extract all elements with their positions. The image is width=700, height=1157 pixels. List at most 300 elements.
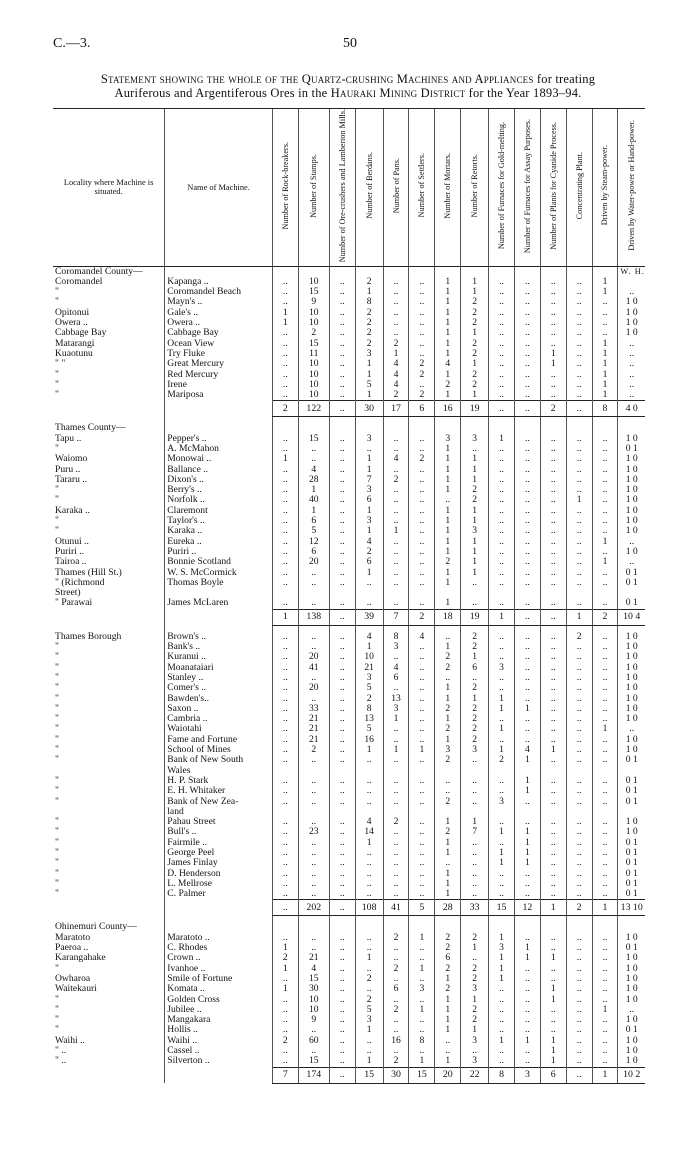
table-row — [53, 786, 645, 796]
value-cell: .. — [540, 1015, 566, 1025]
value-cell: .. — [329, 537, 355, 547]
value-cell: .. — [383, 724, 409, 734]
value-cell: .. — [592, 495, 618, 505]
value-cell: .. — [272, 724, 298, 734]
value-cell: .. — [540, 1025, 566, 1035]
value-cell: .. — [435, 1046, 461, 1056]
value-cell: .. — [329, 869, 355, 879]
value-cell — [435, 423, 461, 433]
value-cell: .. — [409, 704, 435, 714]
value-cell: .. — [272, 933, 298, 943]
machine-name-cell: Silverton .. — [165, 1056, 273, 1067]
value-cell: .. — [566, 287, 592, 297]
value-cell: 1 — [435, 465, 461, 475]
value-cell: 8 — [383, 632, 409, 642]
value-cell: 1 — [435, 683, 461, 693]
value-cell: .. — [592, 444, 618, 454]
locality-cell: " (Richmond — [55, 577, 105, 588]
value-cell: 1 — [383, 349, 409, 359]
value-cell: 28 — [298, 475, 329, 485]
value-cell: 4 — [383, 454, 409, 464]
total-cell: 2 — [592, 609, 618, 625]
value-cell: 0 1 — [618, 838, 645, 848]
table-row — [53, 683, 645, 693]
value-cell: .. — [461, 797, 489, 807]
value-cell: 9 — [298, 1015, 329, 1025]
value-cell — [592, 423, 618, 433]
value-cell: 15 — [298, 434, 329, 444]
locality-cell: " — [55, 379, 59, 390]
value-cell: .. — [566, 598, 592, 609]
value-cell: .. — [566, 943, 592, 953]
value-cell: 1 — [355, 745, 383, 755]
value-cell: 21 — [298, 714, 329, 724]
value-cell: .. — [298, 848, 329, 858]
value-cell — [329, 423, 355, 433]
total-cell: 17 — [383, 401, 409, 417]
value-cell: 0 1 — [618, 786, 645, 796]
value-cell: .. — [435, 632, 461, 642]
value-cell: 3 — [383, 704, 409, 714]
col-berdans: Number of Berdans. — [355, 109, 383, 267]
locality-cell: " Parawai — [55, 598, 93, 609]
value-cell: .. — [540, 390, 566, 401]
value-cell: .. — [461, 848, 489, 858]
value-cell: 1 — [514, 786, 540, 796]
value-cell — [540, 588, 566, 598]
value-cell: .. — [272, 506, 298, 516]
value-cell: 2 — [409, 359, 435, 369]
value-cell: .. — [592, 683, 618, 693]
value-cell: 1 — [272, 318, 298, 328]
table-row — [53, 454, 645, 464]
value-cell: 2 — [461, 495, 489, 505]
value-cell: .. — [383, 995, 409, 1005]
table-row — [53, 380, 645, 390]
locality-cell: " — [55, 390, 59, 401]
machine-name-cell: Puriri .. — [165, 547, 273, 557]
value-cell: 0 1 — [618, 1025, 645, 1035]
value-cell: .. — [298, 755, 329, 765]
value-cell: .. — [540, 704, 566, 714]
value-cell: .. — [540, 858, 566, 868]
value-cell: .. — [592, 547, 618, 557]
locality-cell: " — [55, 796, 59, 807]
value-cell: .. — [618, 359, 645, 369]
table-row — [53, 848, 645, 858]
value-cell: 0 1 — [618, 578, 645, 588]
total-cell: .. — [272, 900, 298, 916]
value-cell: .. — [592, 475, 618, 485]
value-cell: 1 — [461, 516, 489, 526]
value-cell: 3 — [355, 485, 383, 495]
value-cell: 1 — [435, 454, 461, 464]
value-cell: .. — [540, 506, 566, 516]
value-cell: 4 — [383, 359, 409, 369]
value-cell: 1 0 — [618, 933, 645, 943]
value-cell: .. — [272, 817, 298, 827]
value-cell: .. — [514, 995, 540, 1005]
value-cell: 1 0 — [618, 995, 645, 1005]
locality-cell: " — [55, 703, 59, 714]
value-cell: .. — [540, 838, 566, 848]
value-cell: .. — [329, 318, 355, 328]
value-cell: .. — [272, 974, 298, 984]
value-cell: .. — [409, 974, 435, 984]
value-cell: .. — [566, 465, 592, 475]
table-row — [53, 995, 645, 1005]
machine-name-cell: Cassel .. — [165, 1046, 273, 1056]
value-cell — [566, 922, 592, 932]
value-cell: .. — [435, 673, 461, 683]
value-cell — [383, 266, 409, 277]
locality-cell: Waitekauri — [55, 984, 97, 995]
value-cell: 1 — [272, 454, 298, 464]
value-cell: 2 — [461, 370, 489, 380]
machine-name-cell: James Finlay — [165, 858, 273, 868]
machine-name-cell: Kuranui .. — [165, 652, 273, 662]
value-cell: .. — [409, 858, 435, 868]
value-cell: .. — [383, 879, 409, 889]
value-cell: 1 — [435, 390, 461, 401]
value-cell: .. — [592, 526, 618, 536]
value-cell: .. — [540, 277, 566, 287]
value-cell: 2 — [355, 277, 383, 287]
total-cell: 28 — [435, 900, 461, 916]
value-cell: .. — [489, 568, 515, 578]
value-cell: .. — [489, 879, 515, 889]
machine-name-cell: Hollis .. — [165, 1025, 273, 1035]
value-cell: 1 — [592, 557, 618, 567]
value-cell: .. — [592, 776, 618, 786]
value-cell: 6 — [355, 495, 383, 505]
value-cell: .. — [435, 1036, 461, 1046]
value-cell: .. — [540, 598, 566, 609]
total-cell: 15 — [355, 1067, 383, 1083]
value-cell: 8 — [355, 297, 383, 307]
value-cell: 0 1 — [618, 444, 645, 454]
value-cell: .. — [489, 495, 515, 505]
value-cell: .. — [409, 475, 435, 485]
value-cell — [514, 922, 540, 932]
value-cell: 4 — [355, 817, 383, 827]
value-cell: .. — [355, 943, 383, 953]
value-cell — [489, 766, 515, 776]
value-cell: .. — [566, 776, 592, 786]
value-cell: .. — [272, 858, 298, 868]
value-cell: 1 0 — [618, 495, 645, 505]
name-cell — [165, 266, 273, 277]
value-cell: 2 — [272, 953, 298, 963]
table-row — [53, 652, 645, 662]
value-cell: .. — [489, 1015, 515, 1025]
value-cell — [461, 922, 489, 932]
value-cell — [355, 922, 383, 932]
value-cell: .. — [514, 537, 540, 547]
value-cell: .. — [489, 984, 515, 994]
value-cell: 1 — [592, 339, 618, 349]
value-cell: 1 0 — [618, 673, 645, 683]
value-cell: .. — [272, 1015, 298, 1025]
table-row — [53, 287, 645, 297]
value-cell: 2 — [566, 632, 592, 642]
value-cell: 3 — [435, 434, 461, 444]
value-cell: .. — [489, 632, 515, 642]
value-cell: .. — [298, 943, 329, 953]
value-cell: .. — [566, 694, 592, 704]
value-cell: .. — [540, 755, 566, 765]
locality-cell: " — [55, 775, 59, 786]
total-cell: .. — [329, 900, 355, 916]
machine-name-cell: Taylor's .. — [165, 516, 273, 526]
value-cell: .. — [329, 475, 355, 485]
total-cell: 22 — [461, 1067, 489, 1083]
value-cell: .. — [592, 632, 618, 642]
value-cell: .. — [298, 838, 329, 848]
value-cell: 2 — [435, 663, 461, 673]
value-cell: .. — [514, 1005, 540, 1015]
table-row — [53, 797, 645, 807]
value-cell — [540, 807, 566, 817]
value-cell: .. — [514, 933, 540, 943]
value-cell: .. — [514, 380, 540, 390]
value-cell: .. — [272, 277, 298, 287]
value-cell: .. — [566, 724, 592, 734]
value-cell: .. — [461, 786, 489, 796]
value-cell: .. — [514, 454, 540, 464]
value-cell — [592, 588, 618, 598]
value-cell: .. — [514, 652, 540, 662]
value-cell: 10 — [355, 652, 383, 662]
value-cell: .. — [514, 557, 540, 567]
value-cell: .. — [409, 506, 435, 516]
value-cell: 2 — [355, 328, 383, 338]
value-cell: .. — [409, 557, 435, 567]
value-cell — [540, 766, 566, 776]
machine-name-cell: Ballance .. — [165, 465, 273, 475]
locality-cell — [53, 807, 165, 817]
value-cell: .. — [383, 308, 409, 318]
value-cell: .. — [355, 598, 383, 609]
value-cell: .. — [566, 869, 592, 879]
col-steam: Driven by Steam-power. — [592, 109, 618, 267]
value-cell: .. — [566, 1056, 592, 1067]
locality-cell: Paeroa .. — [55, 943, 89, 954]
value-cell: .. — [329, 1036, 355, 1046]
value-cell: .. — [540, 869, 566, 879]
value-cell: .. — [540, 578, 566, 588]
table-row — [53, 318, 645, 328]
value-cell: 1 — [355, 642, 383, 652]
value-cell: .. — [329, 444, 355, 454]
value-cell: 10 — [298, 380, 329, 390]
value-cell: 1 — [435, 578, 461, 588]
total-spacer — [165, 900, 273, 916]
value-cell: .. — [409, 287, 435, 297]
value-cell: 2 — [355, 547, 383, 557]
value-cell: 2 — [461, 485, 489, 495]
value-cell: 1 — [435, 889, 461, 900]
total-cell: 3 — [514, 1067, 540, 1083]
value-cell: .. — [540, 475, 566, 485]
value-cell: 1 0 — [618, 642, 645, 652]
machine-name-cell: Crown .. — [165, 953, 273, 963]
value-cell: 1 0 — [618, 1056, 645, 1067]
value-cell: .. — [409, 537, 435, 547]
value-cell: 1 0 — [618, 827, 645, 837]
value-cell: .. — [329, 848, 355, 858]
value-cell: .. — [489, 735, 515, 745]
value-cell: .. — [540, 786, 566, 796]
value-cell: .. — [592, 308, 618, 318]
value-cell: .. — [435, 495, 461, 505]
locality-cell: " — [55, 817, 59, 828]
value-cell: 1 0 — [618, 465, 645, 475]
value-cell: .. — [383, 444, 409, 454]
value-cell: 1 0 — [618, 745, 645, 755]
value-cell: .. — [383, 652, 409, 662]
value-cell: .. — [566, 683, 592, 693]
value-cell: 21 — [298, 953, 329, 963]
value-cell: .. — [409, 434, 435, 444]
value-cell: .. — [272, 714, 298, 724]
value-cell: .. — [566, 797, 592, 807]
value-cell: .. — [383, 735, 409, 745]
value-cell: .. — [540, 943, 566, 953]
value-cell: 1 — [409, 933, 435, 943]
value-cell: 1 — [435, 516, 461, 526]
value-cell: 1 — [461, 465, 489, 475]
value-cell: .. — [272, 1056, 298, 1067]
value-cell: 1 — [355, 390, 383, 401]
value-cell — [272, 266, 298, 277]
value-cell: 1 — [514, 858, 540, 868]
machine-name-cell: Mayn's .. — [165, 297, 273, 307]
value-cell: .. — [618, 339, 645, 349]
value-cell: .. — [272, 776, 298, 786]
value-cell: .. — [329, 943, 355, 953]
value-cell: .. — [329, 434, 355, 444]
value-cell: .. — [329, 297, 355, 307]
value-cell: 1 — [489, 974, 515, 984]
value-cell: .. — [514, 506, 540, 516]
value-cell: .. — [540, 735, 566, 745]
value-cell: .. — [383, 786, 409, 796]
value-cell: .. — [272, 683, 298, 693]
value-cell: .. — [272, 526, 298, 536]
value-cell — [566, 588, 592, 598]
table-row — [53, 838, 645, 848]
value-cell: 2 — [489, 755, 515, 765]
value-cell: .. — [514, 673, 540, 683]
value-cell: 3 — [355, 349, 383, 359]
value-cell: .. — [409, 652, 435, 662]
value-cell: .. — [329, 974, 355, 984]
col-ore-crushers: Number of Ore-crushers and Lamberton Mills. — [329, 109, 355, 267]
value-cell: 3 — [489, 663, 515, 673]
machine-name-cell: L. Mellrose — [165, 879, 273, 889]
value-cell: 1 — [461, 652, 489, 662]
value-cell: 2 — [383, 390, 409, 401]
table-row — [53, 714, 645, 724]
value-cell: .. — [329, 797, 355, 807]
value-cell: .. — [592, 1025, 618, 1035]
machine-name-cell: Berry's .. — [165, 485, 273, 495]
table-row — [53, 277, 645, 287]
value-cell: 1 — [435, 568, 461, 578]
value-cell: .. — [461, 953, 489, 963]
machine-name-cell: George Peel — [165, 848, 273, 858]
value-cell: .. — [566, 964, 592, 974]
value-cell: 2 — [383, 1005, 409, 1015]
value-cell: 1 — [435, 318, 461, 328]
col-settlers: Number of Settlers. — [409, 109, 435, 267]
value-cell: 3 — [461, 1036, 489, 1046]
value-cell: .. — [409, 526, 435, 536]
value-cell: 1 0 — [618, 694, 645, 704]
table-row — [53, 547, 645, 557]
table-row — [53, 308, 645, 318]
table-row — [53, 694, 645, 704]
value-cell: .. — [566, 526, 592, 536]
value-cell: 10 — [298, 318, 329, 328]
value-cell: .. — [489, 889, 515, 900]
value-cell: .. — [540, 557, 566, 567]
value-cell — [566, 423, 592, 433]
table-row — [53, 516, 645, 526]
locality-cell: Waiomo — [55, 454, 88, 465]
value-cell: .. — [272, 370, 298, 380]
value-cell: 1 0 — [618, 984, 645, 994]
value-cell: .. — [461, 1046, 489, 1056]
value-cell: 1 0 — [618, 663, 645, 673]
value-cell: 1 — [409, 1056, 435, 1067]
value-cell: .. — [514, 444, 540, 454]
value-cell: .. — [566, 1036, 592, 1046]
value-cell: 1 — [435, 277, 461, 287]
value-cell: .. — [383, 797, 409, 807]
value-cell: .. — [514, 465, 540, 475]
value-cell: .. — [272, 465, 298, 475]
value-cell: .. — [409, 953, 435, 963]
value-cell: 1 — [489, 745, 515, 755]
value-cell: 13 — [355, 714, 383, 724]
value-cell: .. — [592, 454, 618, 464]
locality-cell: " — [55, 1004, 59, 1015]
value-cell: 3 — [409, 984, 435, 994]
value-cell: 0 1 — [618, 879, 645, 889]
machine-name-cell: H. P. Stark — [165, 776, 273, 786]
value-cell: .. — [566, 838, 592, 848]
value-cell: 1 — [461, 328, 489, 338]
value-cell: .. — [540, 776, 566, 786]
value-cell: .. — [514, 568, 540, 578]
value-cell: .. — [566, 568, 592, 578]
total-cell: .. — [566, 401, 592, 417]
value-cell: .. — [329, 745, 355, 755]
value-cell: .. — [540, 537, 566, 547]
value-cell — [435, 588, 461, 598]
total-cell: 1 — [489, 609, 515, 625]
value-cell: .. — [592, 817, 618, 827]
value-cell: .. — [514, 475, 540, 485]
value-cell: 1 — [272, 308, 298, 318]
total-cell: 6 — [409, 401, 435, 417]
col-furnaces-assay: Number of Furnaces for Assay Purposes. — [514, 109, 540, 267]
value-cell: 1 — [489, 1036, 515, 1046]
value-cell: .. — [540, 933, 566, 943]
value-cell: .. — [566, 745, 592, 755]
